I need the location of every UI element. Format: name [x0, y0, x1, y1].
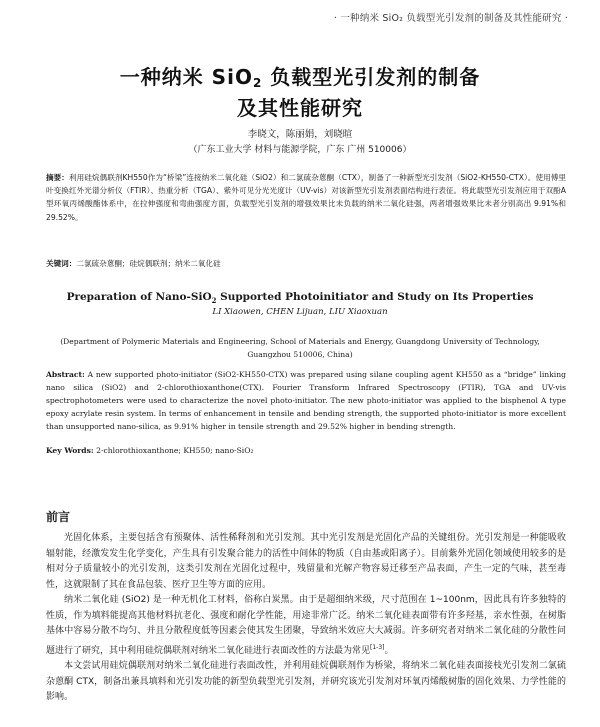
affiliation-en-line1: (Department of Polymeric Materials and Engineering, School of Materials and Energy, Guangdong University of Technology, [60, 337, 540, 346]
body-paragraph-2 [46, 593, 566, 659]
body-paragraph-1: 光固化体系，主要包括含有预聚体、活性稀释剂和光引发剂。其中光引发剂是光固化产品的关键组份。光引发剂是一种能吸收辐射能，经激发发生化学变化，产生具有引发聚合能力的活性中间体的物质（自由基或阳离子）。目前紫外光固化领域使用较多的是相对分子质量较小的光引发剂，这类引发剂在光固化过程中，残留量和光解产物容易迁移至产品表面，产生一定的气味，甚至毒性，这就限制了其在食品包装、医疗卫生等方面的应用。 [46, 533, 566, 590]
title-cn-subscript: 2 [252, 76, 263, 90]
affiliation-cn: （广东工业大学 材料与能源学院，广东 广州 510006） [188, 145, 412, 155]
abstract-cn [46, 171, 566, 224]
paper-title-cn-line2: 及其性能研究 [237, 96, 363, 120]
paper-title-en [0, 291, 600, 305]
keywords-cn [46, 258, 221, 269]
title-en-part2: Supported Photoinitiator and Study on Its Properties [216, 291, 534, 303]
citation-marker: [1-3] [370, 643, 385, 651]
abstract-en-text: A new supported photo-initiator (SiO2-KH550-CTX) was prepared using silane coupling agent KH550 as a “bridge” linking nano silica (SiO2) and 2-chlorothioxanthone(CTX). Fourier Transform Infrared Spectroscopy (FTIR), TGA and UV-vis spectrophotometers were used to characterize the novel photo-initiator. The new photo-initiator was applied to the bisphenol A type epoxy acrylate resin system. In terms of enhancement in tensile and bending strength, the supported photo-initiator is more excellent than unsupported nano-silica, as 9.91% higher in tensile strength and 29.52% higher in bending strength. [46, 370, 566, 431]
section-title-introduction: 前言 [46, 510, 71, 524]
authors-en: LI Xiaowen, CHEN Lijuan, LIU Xiaoxuan [212, 307, 388, 317]
keywords-cn-text: 二氯硫杂蒽酮；硅烷偶联剂；纳米二氧化硅 [76, 259, 221, 268]
keywords-cn-label: 关键词： [46, 259, 77, 268]
keywords-en-label: Key Words: [46, 446, 94, 455]
title-cn-part2: 负载型光引发剂的制备 [262, 65, 481, 89]
abstract-cn-label: 摘要： [46, 173, 69, 182]
abstract-cn-text: 利用硅烷偶联剂KH550作为“桥梁”连接纳米二氧化硅（SiO2）和二氯硫杂蒽酮（CTX），制备了一种新型光引发剂（SiO2-KH550-CTX）。使用傅里叶变换红外光谱分析仪（FTIR）、热重分析（TGA）、紫外可见分光光度计（UV-vis）对该新型光引发剂表面结构进行表征。将此载型光引发剂应用于双酚A型环氧丙烯酸酯体系中，在拉伸强度和弯曲强度方面，负载型光引发剂的增强效果比未负载的纳米二氧化硅强，两者增强效果比未者分别高出 9.91%和 29.52%。 [46, 173, 566, 222]
paper-title-cn-line1 [0, 61, 600, 90]
keywords-en [46, 446, 253, 455]
keywords-en-text: 2-chlorothioxanthone; KH550; nano-SiO₂ [96, 446, 254, 455]
body-paragraph-3: 本文尝试用硅烷偶联剂对纳米二氧化硅进行表面改性，并利用硅烷偶联剂作为桥梁，将纳米二氧化硅表面接枝光引发剂二氯硫杂蒽酮 CTX，制备出兼具填料和光引发功能的新型负载型光引发剂，并研究该光引发剂对环氧丙烯酸树脂的固化效果、力学性能的影响。 [46, 661, 566, 702]
title-en-subscript: 2 [211, 296, 217, 306]
body-paragraph-2-end: 。 [384, 645, 394, 656]
abstract-en-label: Abstract: [46, 370, 85, 379]
abstract-en [46, 368, 566, 433]
body-text [46, 531, 566, 706]
title-en-part1: Preparation of Nano-SiO [66, 291, 212, 303]
body-paragraph-2-text: 纳米二氧化硅 (SiO2) 是一种无机化工材料，俗称白炭黑。由于是超细纳米级，尺寸范围在 1~100nm，因此具有许多独特的性质，作为填料能提高其他材料抗老化、强度和耐化学性能，用途非常广泛。纳米二氧化硅表面带有许多羟基，亲水性强，在树脂基体中容易分散不均匀、并且分散程度低等因素会使其发生团聚，导致纳米效应大大减弱。许多研究者对纳米二氧化硅的分散性问题进行了研究，其中利用硅烷偶联剂对纳米二氧化硅进行表面改性的方法最为常见 [46, 595, 566, 656]
authors-cn: 李晓文，陈丽娟，刘晓暄 [247, 129, 353, 140]
title-cn-part1: 一种纳米 SiO [119, 65, 253, 89]
running-header: · 一种纳米 SiO₂ 负载型光引发剂的制备及其性能研究 · [333, 13, 568, 24]
affiliation-en-line2: Guangzhou 510006, China) [247, 350, 353, 359]
